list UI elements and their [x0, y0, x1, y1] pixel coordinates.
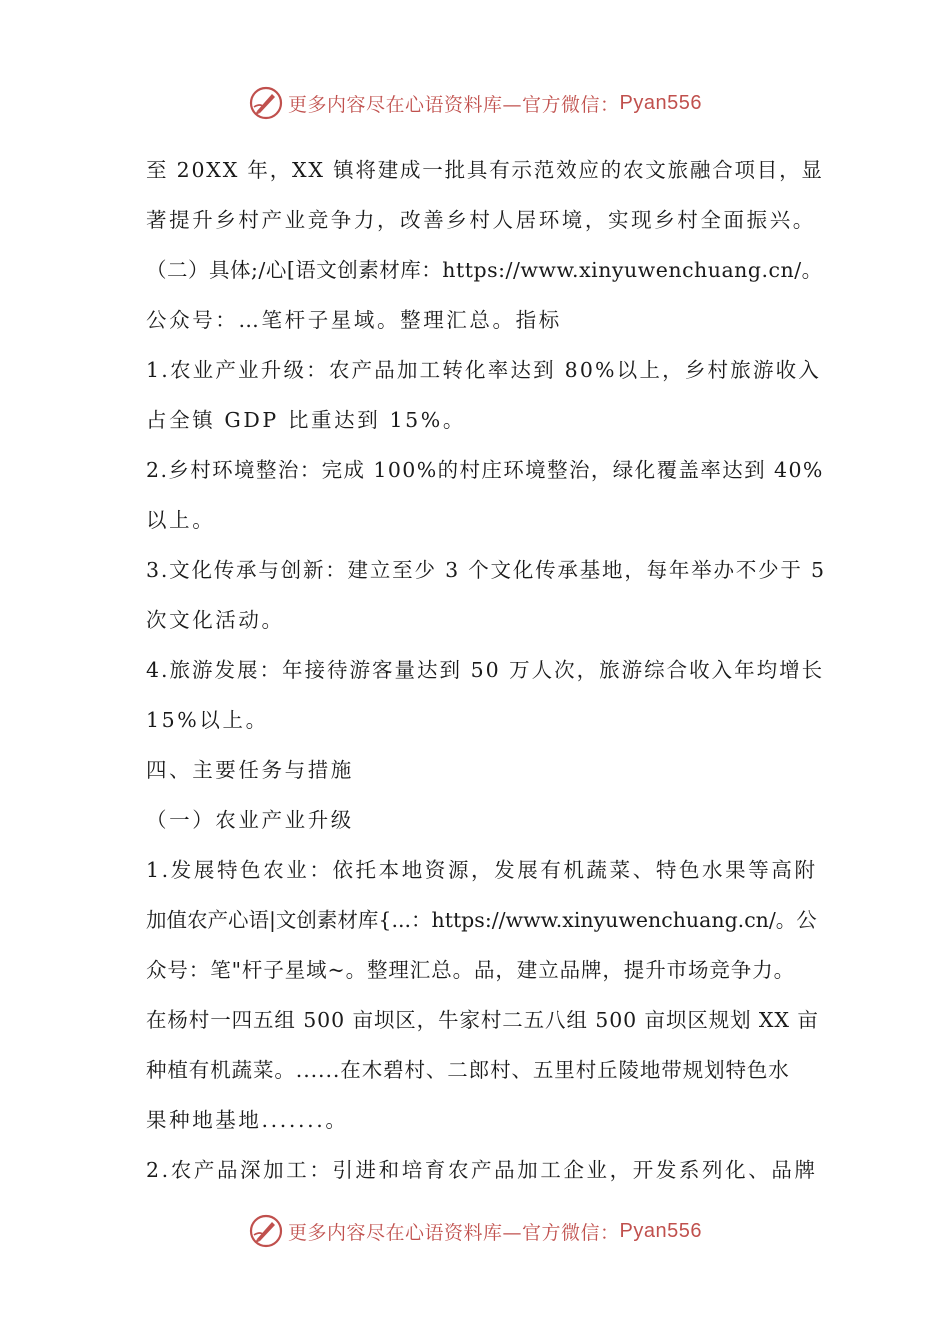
footer-wechat-id: Pyan556 [619, 1219, 702, 1242]
text-line: （二）具体;/心[语文创素材库：https://www.xinyuwenchuang.cn/。 [146, 258, 823, 282]
text-line: 1.发展特色农业：依托本地资源，发展有机蔬菜、特色水果等高附 [146, 858, 818, 882]
text-line: 公众号：…笔杆子星域。整理汇总。指标 [146, 308, 562, 332]
footer-banner [0, 1211, 950, 1251]
text-line: 15%以上。 [146, 708, 269, 732]
header-wechat-id: Pyan556 [619, 91, 702, 114]
text-line: 2.农产品深加工：引进和培育农产品加工企业，开发系列化、品牌 [146, 1158, 818, 1182]
pen-logo-icon [248, 1213, 284, 1249]
header-banner-text: 更多内容尽在心语资料库—官方微信： [288, 93, 620, 116]
section-heading: 四、主要任务与措施 [146, 758, 354, 782]
document-body [146, 145, 826, 1195]
pen-logo-icon [248, 85, 284, 121]
text-line: 著提升乡村产业竞争力，改善乡村人居环境，实现乡村全面振兴。 [146, 208, 816, 232]
text-line: 3.文化传承与创新：建立至少 3 个文化传承基地，每年举办不少于 5 [146, 558, 826, 582]
text-line: 加值农产心语|文创素材库{...：https://www.xinyuwenchuang.cn/。公 [146, 908, 817, 932]
text-line: 次文化活动。 [146, 608, 285, 632]
subsection-heading: （一）农业产业升级 [146, 808, 354, 832]
text-line: 1.农业产业升级：农产品加工转化率达到 80%以上，乡村旅游收入 [146, 358, 822, 382]
text-line: 以上。 [146, 508, 216, 532]
text-line: 2.乡村环境整治：完成 100%的村庄环境整治，绿化覆盖率达到 40% [146, 458, 824, 482]
text-line: 在杨村一四五组 500 亩坝区，牛家村二五八组 500 亩坝区规划 XX 亩 [146, 1008, 819, 1032]
text-line: 种植有机蔬菜。......在木碧村、二郎村、五里村丘陵地带规划特色水 [146, 1058, 790, 1082]
header-banner [0, 83, 950, 123]
footer-banner-text: 更多内容尽在心语资料库—官方微信： [288, 1221, 620, 1244]
text-line: 至 20XX 年，XX 镇将建成一批具有示范效应的农文旅融合项目，显 [146, 158, 824, 182]
text-line: 占全镇 GDP 比重达到 15%。 [146, 408, 466, 432]
text-line: 果种地基地.......。 [146, 1108, 349, 1132]
text-line: 众号：笔"杆子星域~。整理汇总。品，建立品牌，提升市场竞争力。 [146, 958, 796, 982]
text-line: 4.旅游发展：年接待游客量达到 50 万人次，旅游综合收入年均增长 [146, 658, 825, 682]
